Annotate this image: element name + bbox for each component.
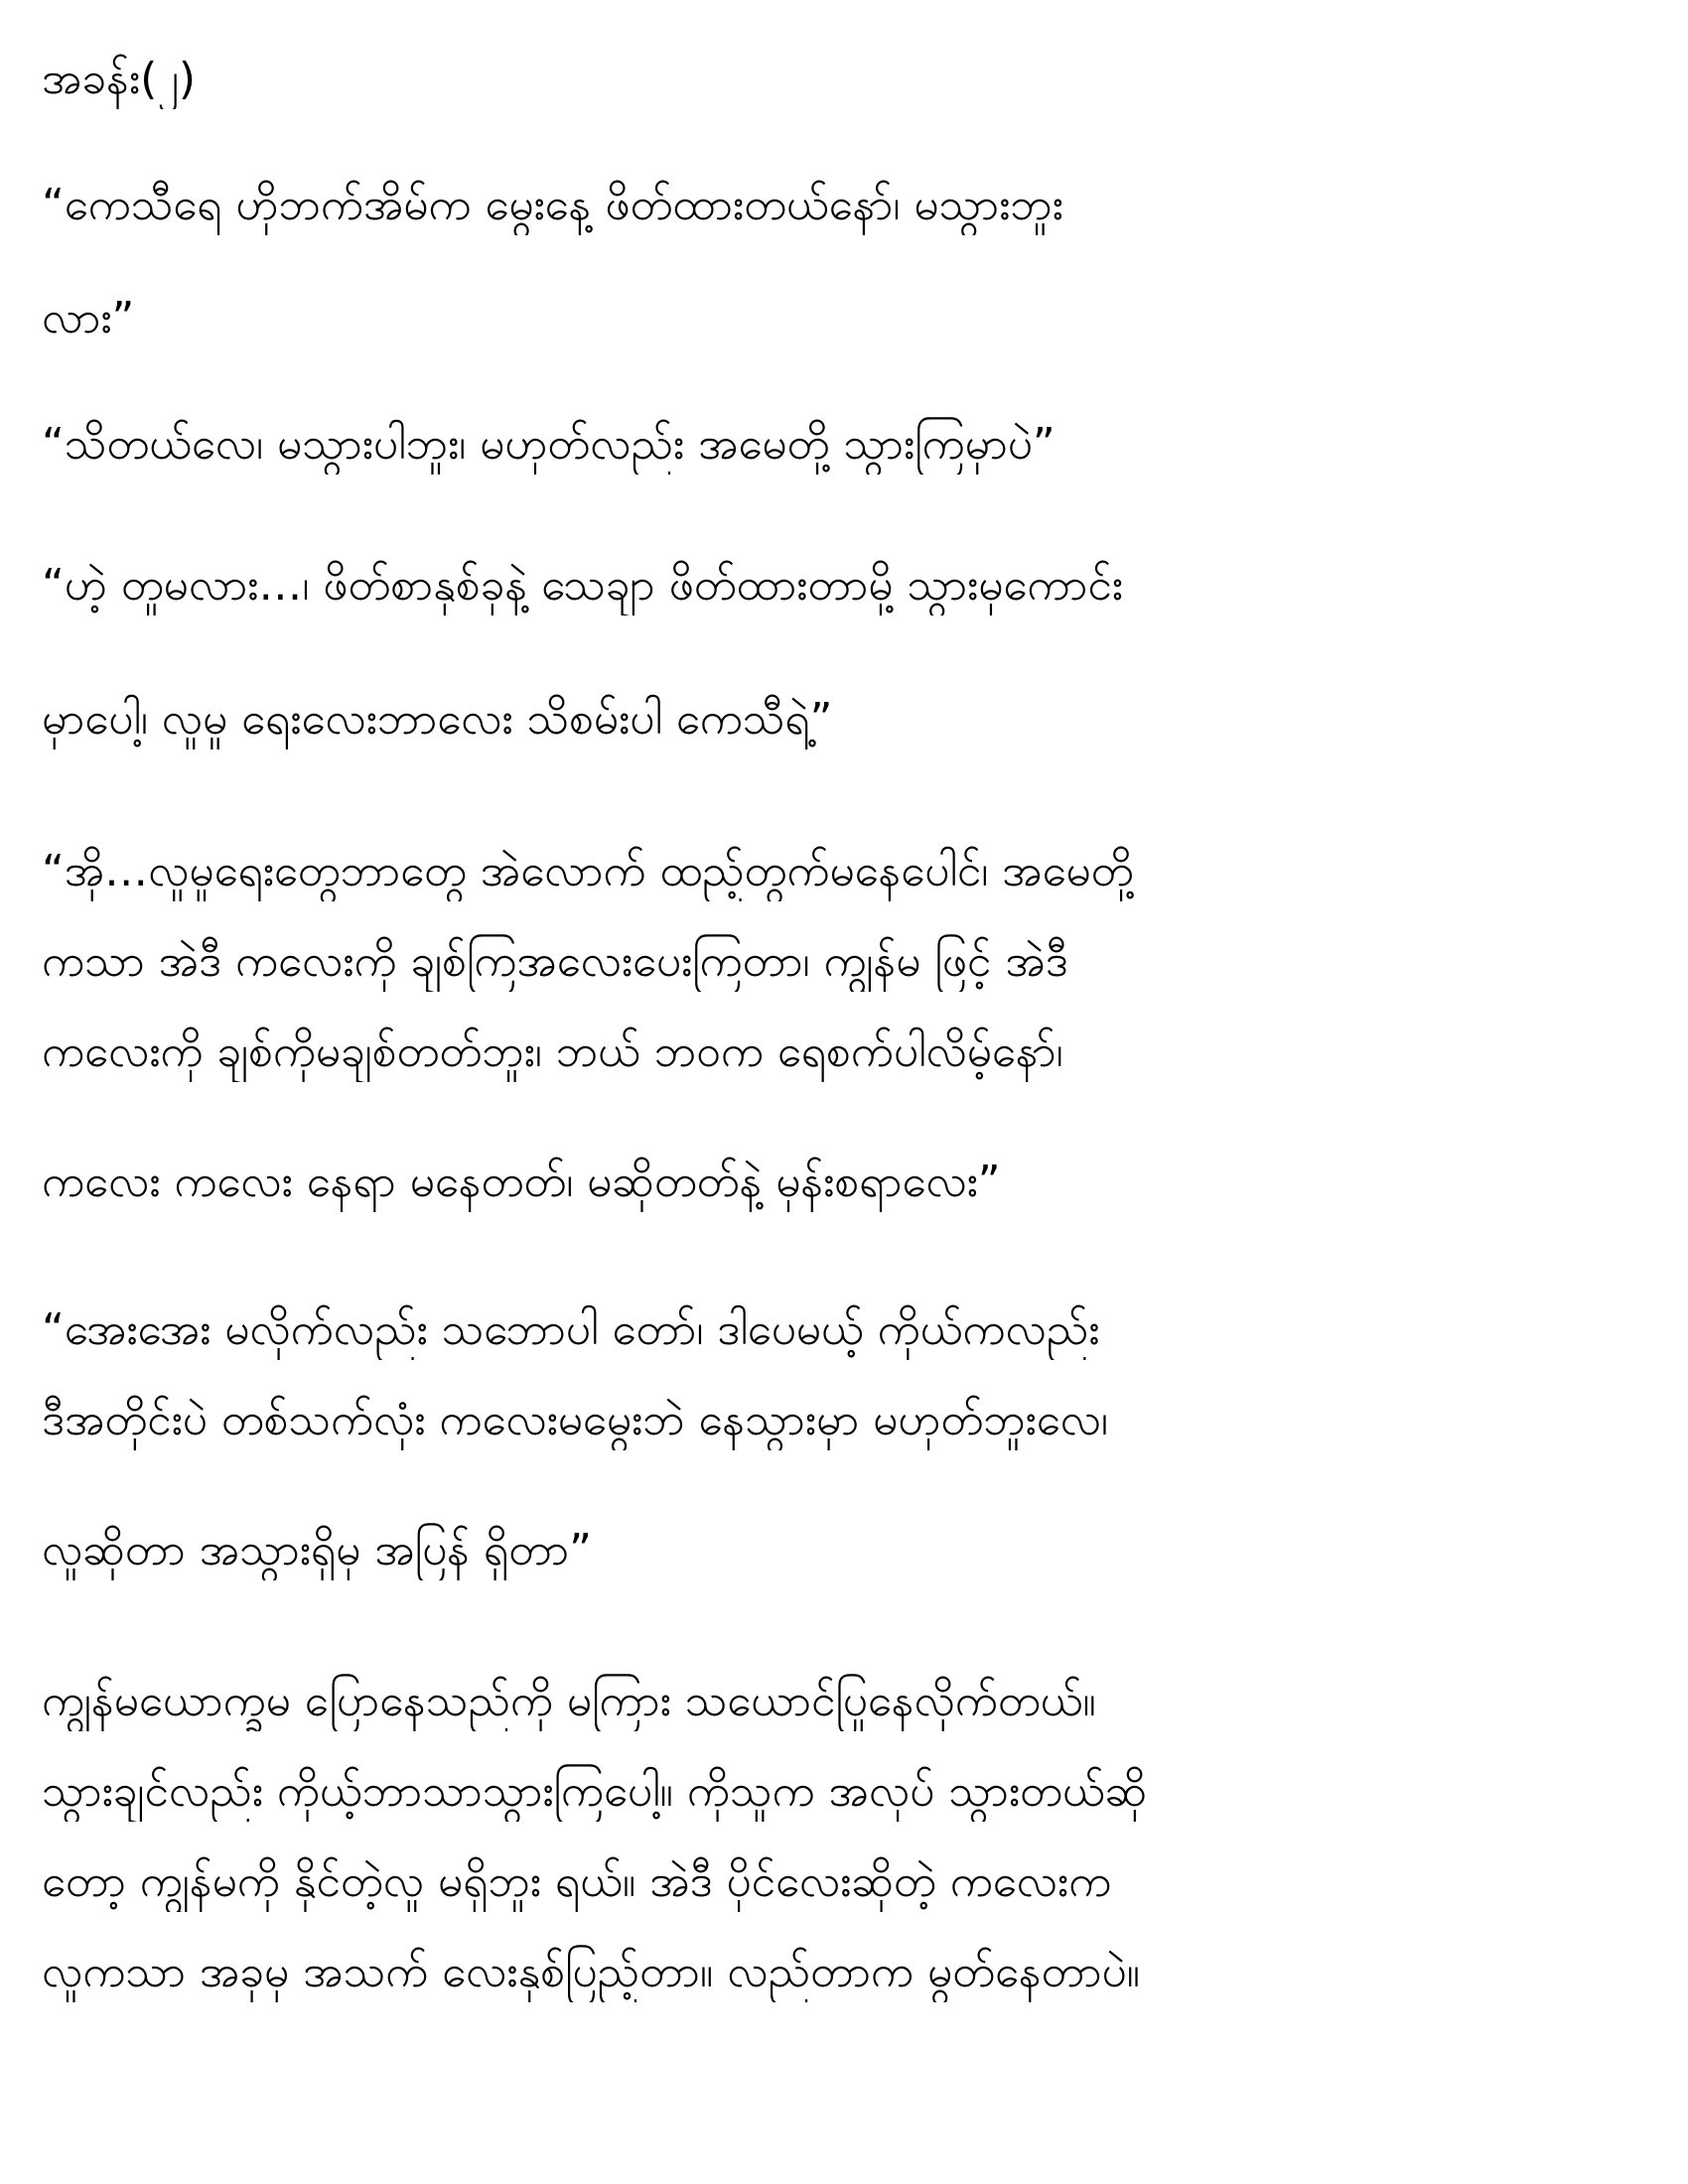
text-line: လူကသာ အခုမှ အသက် လေးနှစ်ပြည့်တာ။ လည်တာက မွတ်နေတာပဲ။ [42, 1947, 1140, 1997]
text-line: “သိတယ်လေ၊ မသွားပါဘူး၊ မဟုတ်လည်း အမေတို့ သွားကြမှာပဲ” [42, 419, 1055, 470]
text-line: ဒီအတိုင်းပဲ တစ်သက်လုံး ကလေးမမွေးဘဲ နေသွားမှာ မဟုတ်ဘူးလေ၊ [42, 1395, 1108, 1445]
text-line: “အို…လူမှုရေးတွေဘာတွေ အဲလောက် ထည့်တွက်မနေပေါင်၊ အမေတို့ [42, 846, 1134, 896]
text-line: လူဆိုတာ အသွားရှိမှ အပြန် ရှိတာ” [42, 1525, 592, 1575]
text-line: တော့ ကျွန်မကို နိုင်တဲ့လူ မရှိဘူး ရယ်။ အဲဒီ ပိုင်လေးဆိုတဲ့ ကလေးက [42, 1856, 1112, 1907]
text-line: “အေးအေး မလိုက်လည်း သဘောပါ တော်၊ ဒါပေမယ့် ကိုယ်ကလည်း [42, 1304, 1100, 1355]
text-line: “ကေသီရေ ဟိုဘက်အိမ်က မွေးနေ့ ဖိတ်ထားတယ်နော်၊ မသွားဘူး [42, 180, 1063, 230]
chapter-heading: အခန်း(၂) [42, 54, 197, 104]
text-line: ကလေး ကလေး နေရာ မနေတတ်၊ မဆိုတတ်နဲ့ မုန်းစရာလေး” [42, 1157, 1001, 1207]
text-line: သွားချင်လည်း ကိုယ့်ဘာသာသွားကြပေါ့။ ကိုသူက အလုပ် သွားတယ်ဆို [42, 1766, 1148, 1817]
text-line: ကသာ အဲဒီ ကလေးကို ချစ်ကြအလေးပေးကြတာ၊ ကျွန်မ ဖြင့် အဲဒီ [42, 936, 1068, 987]
text-line: ကျွန်မယောက္ခမ ပြောနေသည်ကို မကြား သယောင်ပြုနေလိုက်တယ်။ [42, 1676, 1096, 1726]
text-line: “ဟဲ့ တူမလား…၊ ဖိတ်စာနှစ်ခုနဲ့ သေချာ ဖိတ်ထားတာမို့ သွားမှကောင်း [42, 560, 1123, 611]
text-line: လား” [42, 293, 135, 343]
text-line: မှာပေါ့၊ လူမှု ရေးလေးဘာလေး သိစမ်းပါ ကေသီရဲ့” [42, 694, 833, 745]
text-line: ကလေးကို ချစ်ကိုမချစ်တတ်ဘူး၊ ဘယ် ဘဝက ရေစက်ပါလိမ့်နော်၊ [42, 1026, 1063, 1077]
